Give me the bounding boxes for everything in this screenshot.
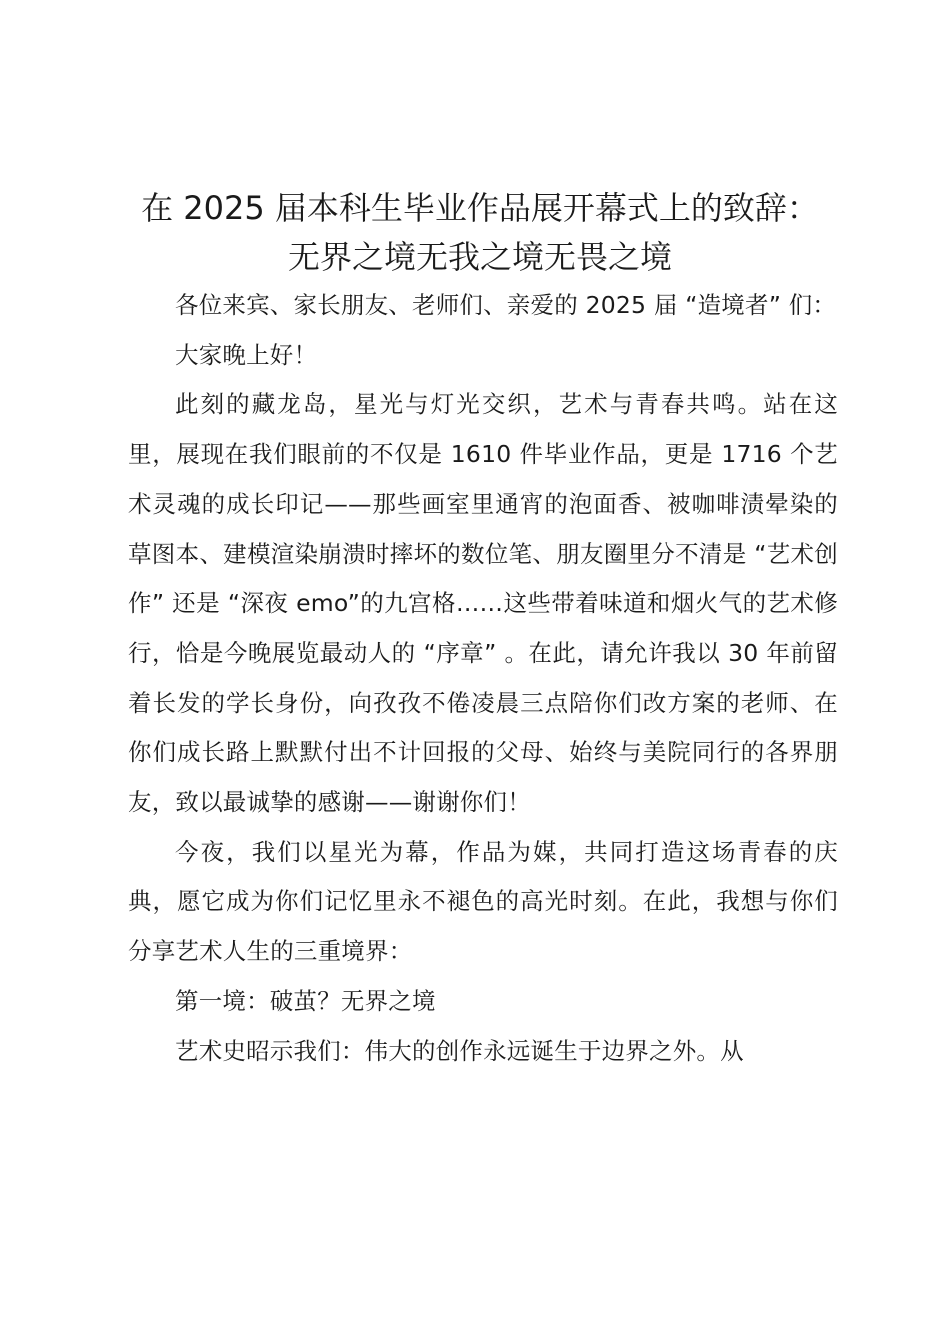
document-title-line-1: 在 2025 届本科生毕业作品展开幕式上的致辞： xyxy=(141,189,819,227)
greeting-paragraph: 大家晚上好！ xyxy=(175,340,318,369)
opening-paragraph: 此刻的藏龙岛，星光与灯光交织，艺术与青春共鸣。站在这里，展现在我们眼前的不仅是 1610 件毕业作品，更是 1716 个艺术灵魂的成长印记——那些画室里通宵的泡面香、被咖啡渍晕染的草图本、建模渲染崩溃时摔坏的数位笔、朋友圈里分不清是 “艺术创作” 还是 “深夜 emo”的九宫格……这些带着味道和烟火气的艺术修行，恰是今晚展览最动人的 “序章” 。在此，请允许我以 30 年前留着长发的学长身份，向孜孜不倦凌晨三点陪你们改方案的老师、在你们成长路上默默付出不计回报的父母、始终与美院同行的各界朋友，致以最诚挚的感谢——谢谢你们！ xyxy=(128,390,838,817)
section-heading: 第一境：破茧？无界之境 xyxy=(175,986,436,1015)
document-title-line-2: 无界之境无我之境无畏之境 xyxy=(287,238,672,276)
salutation-paragraph: 各位来宾、家长朋友、老师们、亲爱的 2025 届 “造境者” 们： xyxy=(175,291,837,319)
section-paragraph: 艺术史昭示我们：伟大的创作永远诞生于边界之外。从 xyxy=(175,1036,744,1065)
document-body xyxy=(128,281,838,1076)
intro-paragraph: 今夜，我们以星光为幕，作品为媒，共同打造这场青春的庆典，愿它成为你们记忆里永不褪色的高光时刻。在此，我想与你们分享艺术人生的三重境界： xyxy=(128,837,838,966)
